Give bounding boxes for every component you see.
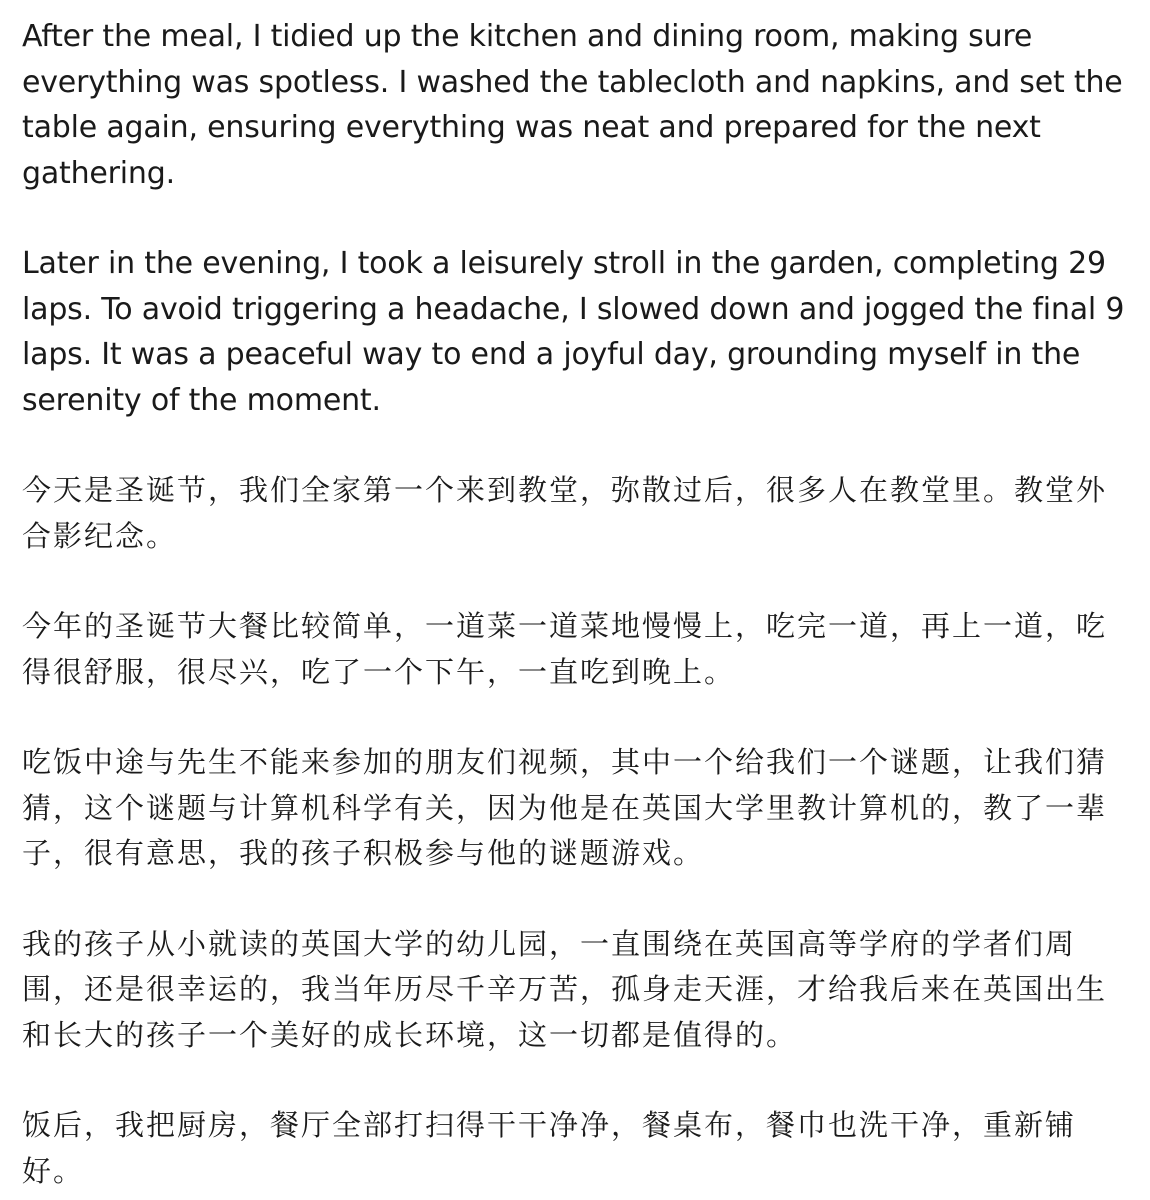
paragraph-after-meal-cleanup-zh: 饭后，我把厨房，餐厅全部打扫得干干净净，餐桌布，餐巾也洗干净，重新铺好。 — [22, 1108, 1077, 1188]
paragraph-spacer — [22, 196, 1126, 241]
paragraph-spacer — [22, 877, 1126, 922]
paragraph-spacer — [22, 1058, 1126, 1103]
paragraph-spacer — [22, 423, 1126, 468]
paragraph-video-call-riddle-zh: 吃饭中途与先生不能来参加的朋友们视频，其中一个给我们一个谜题，让我们猜猜，这个谜题与计算机科学有关，因为他是在英国大学里教计算机的，教了一辈子，很有意思，我的孩子积极参与他的谜题游戏。 — [22, 745, 1108, 870]
paragraph-child-upbringing-zh: 我的孩子从小就读的英国大学的幼儿园，一直围绕在英国高等学府的学者们周围，还是很幸运的，我当年历尽千辛万苦，孤身走天涯，才给我后来在英国出生和长大的孩子一个美好的成长环境，这一切都是值得的。 — [22, 926, 1108, 1052]
paragraph-evening-stroll-en: Later in the evening, I took a leisurely stroll in the garden, completing 29 laps. To avoid triggering a headache, I slowed down and jogged the final 9 laps. It was a peaceful way to end a joyful day, grounding myself in the serenity of the moment. — [22, 246, 1125, 418]
paragraph-spacer — [22, 559, 1126, 604]
paragraph-spacer — [22, 695, 1126, 740]
paragraph-christmas-church-zh: 今天是圣诞节，我们全家第一个来到教堂，弥散过后，很多人在教堂里。教堂外合影纪念。 — [22, 473, 1108, 553]
paragraph-christmas-dinner-zh: 今年的圣诞节大餐比较简单，一道菜一道菜地慢慢上，吃完一道，再上一道，吃得很舒服，很尽兴，吃了一个下午，一直吃到晚上。 — [22, 609, 1108, 689]
paragraph-kitchen-cleanup-en: After the meal, I tidied up the kitchen and dining room, making sure everything was spotless. I washed the tablecloth and napkins, and set the table again, ensuring everything was neat and prepared for the next gathering. — [22, 19, 1123, 191]
